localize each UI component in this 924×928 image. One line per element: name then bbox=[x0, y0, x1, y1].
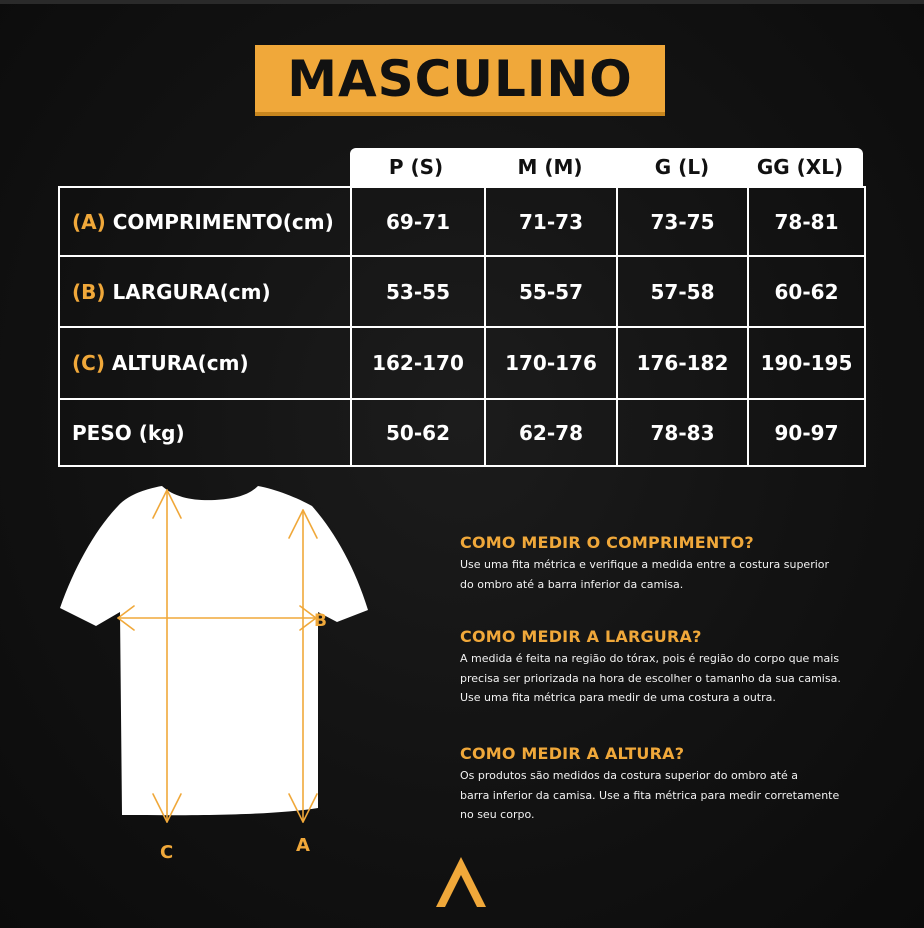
row-letter: (B) bbox=[72, 279, 106, 304]
table-cell: 170-176 bbox=[485, 327, 617, 399]
size-header-g: G (L) bbox=[654, 155, 710, 179]
section-line: barra inferior da camisa. Use a fita métrica para medir corretamente bbox=[460, 788, 840, 802]
section-line: do ombro até a barra inferior da camisa. bbox=[460, 577, 684, 591]
section-line: Use uma fita métrica e verifique a medida entre a costura superior bbox=[460, 558, 830, 571]
section-text bbox=[460, 649, 880, 708]
table-row-largura bbox=[59, 256, 865, 327]
section-line: Use uma fita métrica para medir de uma costura a outra. bbox=[460, 691, 776, 704]
row-letter: (A) bbox=[72, 209, 106, 234]
label-a: A bbox=[296, 835, 310, 856]
size-header bbox=[350, 148, 863, 186]
section-heading: COMO MEDIR O COMPRIMENTO? bbox=[460, 533, 754, 552]
top-border bbox=[0, 0, 924, 4]
table-cell: 90-97 bbox=[748, 399, 865, 466]
label-c: C bbox=[160, 842, 174, 863]
tshirt-shape bbox=[60, 486, 368, 815]
table-row-peso bbox=[59, 399, 865, 466]
row-letter: (C) bbox=[72, 351, 105, 375]
row-label-text: LARGURA(cm) bbox=[105, 279, 271, 304]
tshirt-svg bbox=[50, 480, 380, 870]
table-cell: 50-62 bbox=[351, 399, 485, 466]
section-line: no seu corpo. bbox=[460, 808, 535, 821]
table-cell: 60-62 bbox=[748, 256, 865, 327]
row-label-text: ALTURA(cm) bbox=[104, 351, 249, 375]
size-header-m: M (M) bbox=[517, 155, 583, 179]
table-cell: 73-75 bbox=[617, 187, 748, 256]
table-cell: 62-78 bbox=[485, 399, 617, 466]
table-cell: 162-170 bbox=[351, 327, 485, 399]
section-largura bbox=[460, 627, 880, 708]
section-text bbox=[460, 555, 880, 594]
table-cell: 190-195 bbox=[748, 327, 865, 399]
page-title: MASCULINO bbox=[287, 49, 633, 108]
tshirt-diagram bbox=[50, 480, 380, 870]
table-cell: 176-182 bbox=[617, 327, 748, 399]
size-header-gg: GG (XL) bbox=[756, 155, 844, 179]
section-line: Os produtos são medidos da costura superior do ombro até a bbox=[460, 769, 799, 782]
table-cell: 57-58 bbox=[617, 256, 748, 327]
table-cell: 78-81 bbox=[748, 187, 865, 256]
section-comprimento bbox=[460, 533, 880, 594]
section-text bbox=[460, 766, 880, 825]
row-label-text: COMPRIMENTO(cm) bbox=[105, 209, 334, 234]
section-heading: COMO MEDIR A ALTURA? bbox=[460, 744, 685, 763]
row-label bbox=[59, 399, 351, 466]
row-label bbox=[59, 187, 351, 256]
row-label bbox=[59, 327, 351, 399]
section-altura bbox=[460, 744, 880, 825]
chevron-up-logo-icon bbox=[434, 855, 488, 909]
table-cell: 71-73 bbox=[485, 187, 617, 256]
row-label-text: PESO (kg) bbox=[72, 420, 185, 445]
table-row-altura bbox=[59, 327, 865, 399]
size-header-p: P (S) bbox=[388, 155, 444, 179]
size-table bbox=[58, 186, 866, 467]
brand-logo-icon bbox=[434, 855, 488, 909]
section-line: A medida é feita na região do tórax, pois é região do corpo que mais bbox=[460, 652, 840, 665]
label-b: B bbox=[314, 611, 327, 631]
section-line: precisa ser priorizada na hora de escolher o tamanho da sua camisa. bbox=[460, 671, 841, 685]
title-banner bbox=[255, 45, 665, 112]
table-cell: 53-55 bbox=[351, 256, 485, 327]
section-heading: COMO MEDIR A LARGURA? bbox=[460, 627, 702, 646]
table-row-comprimento bbox=[59, 187, 865, 256]
table-cell: 55-57 bbox=[485, 256, 617, 327]
row-label bbox=[59, 256, 351, 327]
table-cell: 69-71 bbox=[351, 187, 485, 256]
table-cell: 78-83 bbox=[617, 399, 748, 466]
